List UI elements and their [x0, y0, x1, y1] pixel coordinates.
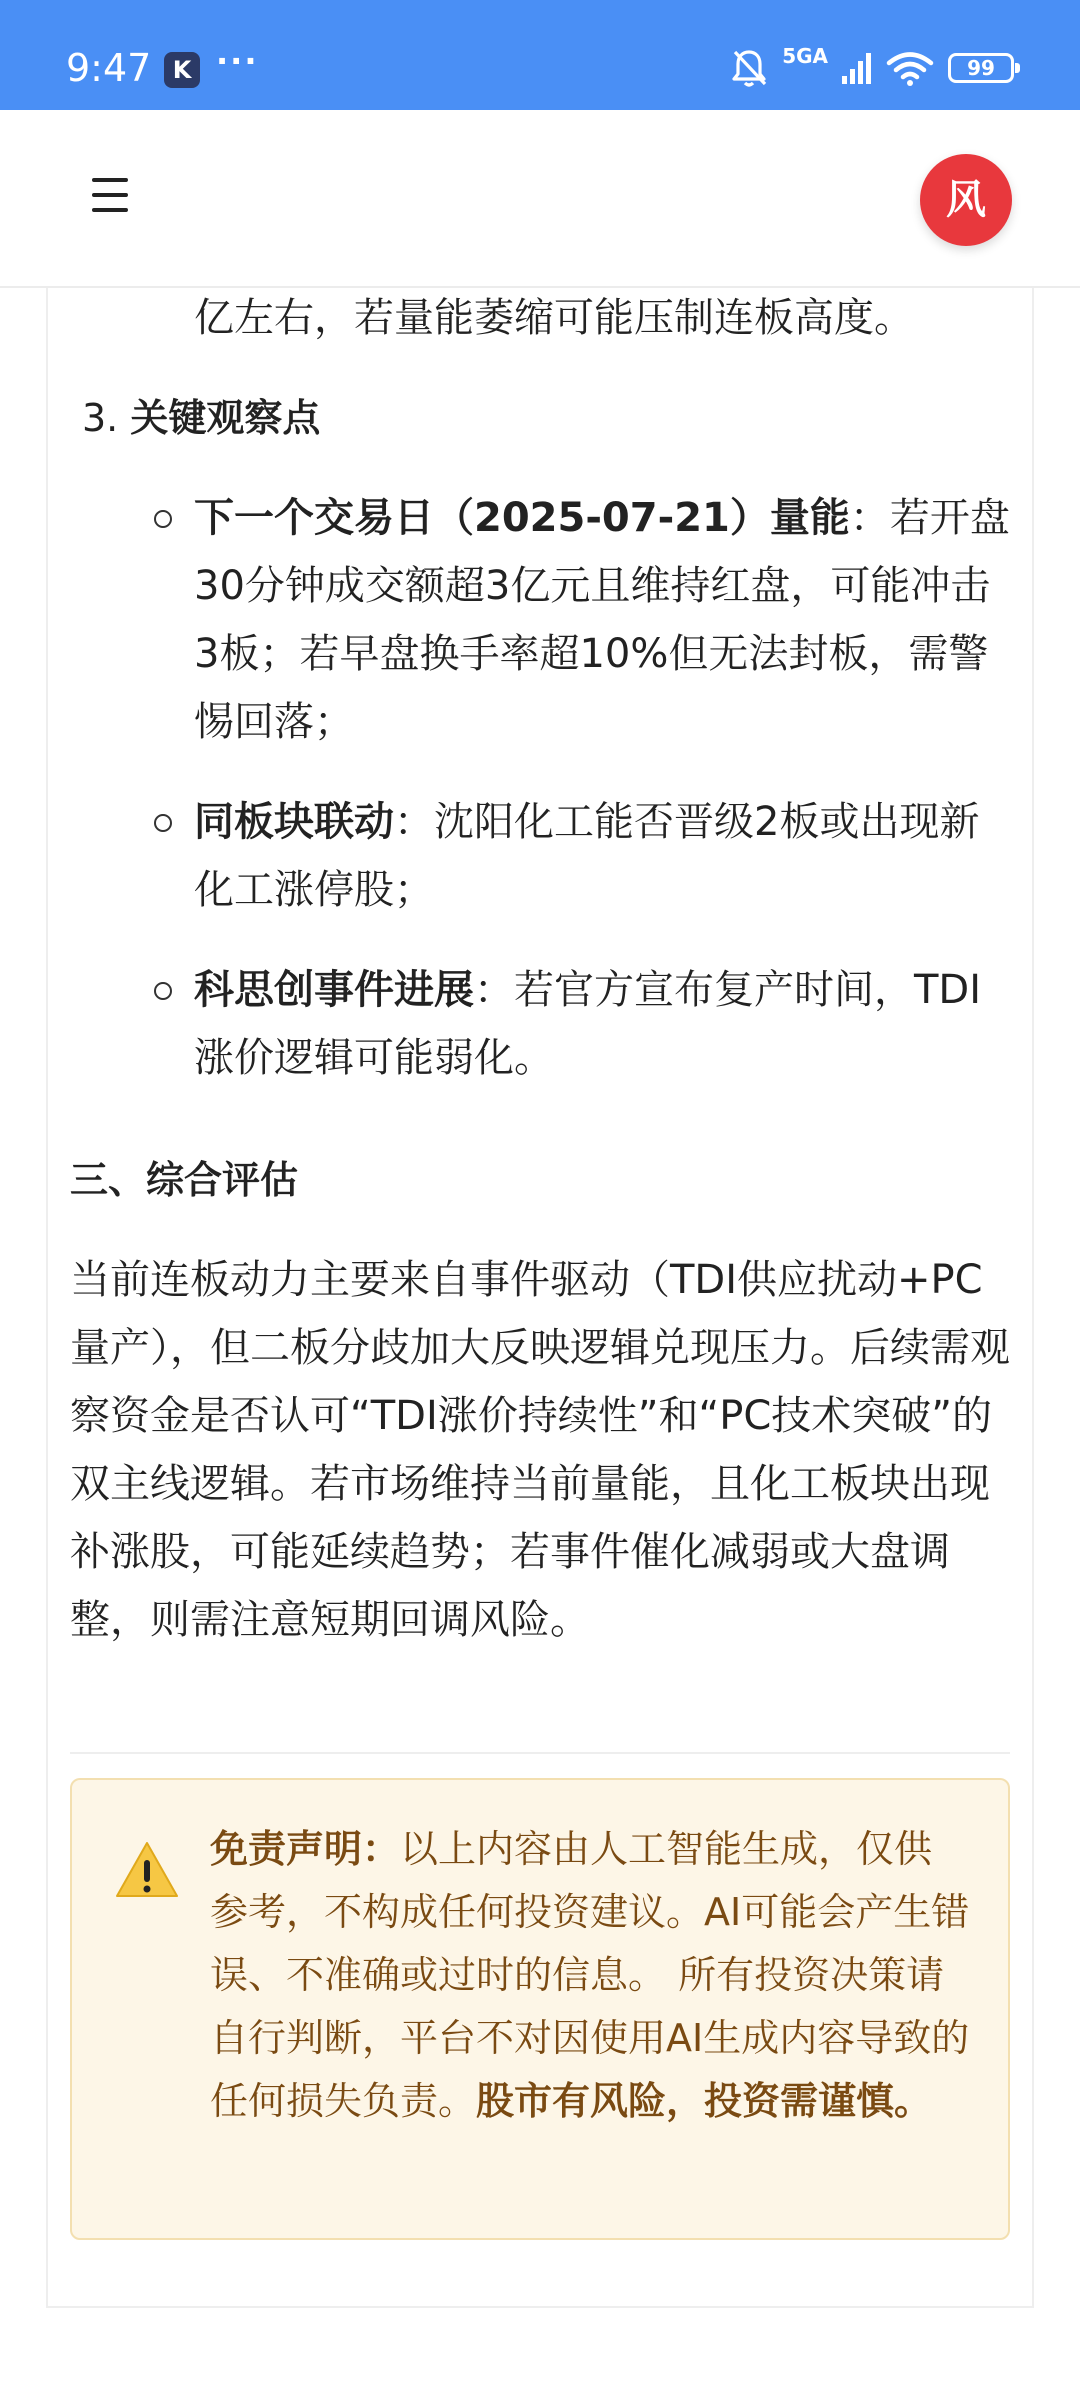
divider [70, 1752, 1010, 1754]
network-type-label: 5GA [782, 44, 828, 68]
list-item [150, 788, 1010, 924]
list-item [150, 956, 1010, 1092]
bullet-list [150, 484, 1010, 1124]
section-number: 3. [82, 396, 119, 440]
disclaimer-emphasis: 股市有风险，投资需谨慎。 [476, 2079, 933, 2123]
bullet-circle-icon [154, 510, 172, 528]
list-item-text: ：沈阳化工能否晋级2板或出现新化工涨停股； [194, 799, 980, 913]
status-indicators [730, 46, 1014, 90]
warning-icon [114, 1840, 180, 1900]
disclaimer-box [70, 1778, 1010, 2240]
signal-icon [842, 52, 872, 84]
status-time: 9:47 [66, 46, 152, 90]
list-item-text: ：若开盘30分钟成交额超3亿元且维持红盘，可能冲击3板；若早盘换手率超10%但无法封板，需警惕回落； [194, 495, 1010, 745]
avatar[interactable]: 风 [920, 154, 1012, 246]
list-item-bold: 下一个交易日（2025-07-21）量能 [194, 495, 850, 541]
paragraph-line: 亿左右，若量能萎缩可能压制连板高度。 [194, 295, 914, 341]
disclaimer-text [210, 1818, 970, 2133]
app-header [0, 110, 1080, 288]
list-item [150, 484, 1010, 756]
list-item-bold: 同板块联动 [194, 799, 394, 845]
battery-icon: 99 [948, 53, 1014, 83]
list-item-bold: 科思创事件进展 [194, 967, 474, 1013]
summary-paragraph: 当前连板动力主要来自事件驱动（TDI供应扰动+PC量产），但二板分歧加大反映逻辑兑现压力。后续需观察资金是否认可“TDI涨价持续性”和“PC技术突破”的双主线逻辑。若市场维持当前量能，且化工板块出现补涨股，可能延续趋势；若事件催化减弱或大盘调整，则需注意短期回调风险。 [70, 1257, 1010, 1643]
disclaimer-label: 免责声明： [210, 1827, 401, 1871]
status-bar [0, 0, 1080, 110]
app-notification-icon: K [164, 52, 200, 88]
more-notifications-icon: ··· [216, 42, 259, 80]
mute-bell-icon [730, 48, 768, 88]
wifi-icon [886, 50, 934, 86]
section-title: 关键观察点 [130, 396, 321, 440]
bullet-circle-icon [154, 982, 172, 1000]
menu-icon[interactable] [92, 178, 132, 218]
list-item-text: ：若官方宣布复产时间，TDI涨价逻辑可能弱化。 [194, 967, 982, 1081]
summary-heading: 三、综合评估 [70, 1158, 299, 1202]
section-heading [82, 384, 320, 452]
bullet-circle-icon [154, 814, 172, 832]
disclaimer-body: 以上内容由人工智能生成，仅供参考，不构成任何投资建议。AI可能会产生错误、不准确或过时的信息。 所有投资决策请自行判断，平台不对因使用AI生成内容导致的任何损失负责。 [210, 1827, 970, 2123]
